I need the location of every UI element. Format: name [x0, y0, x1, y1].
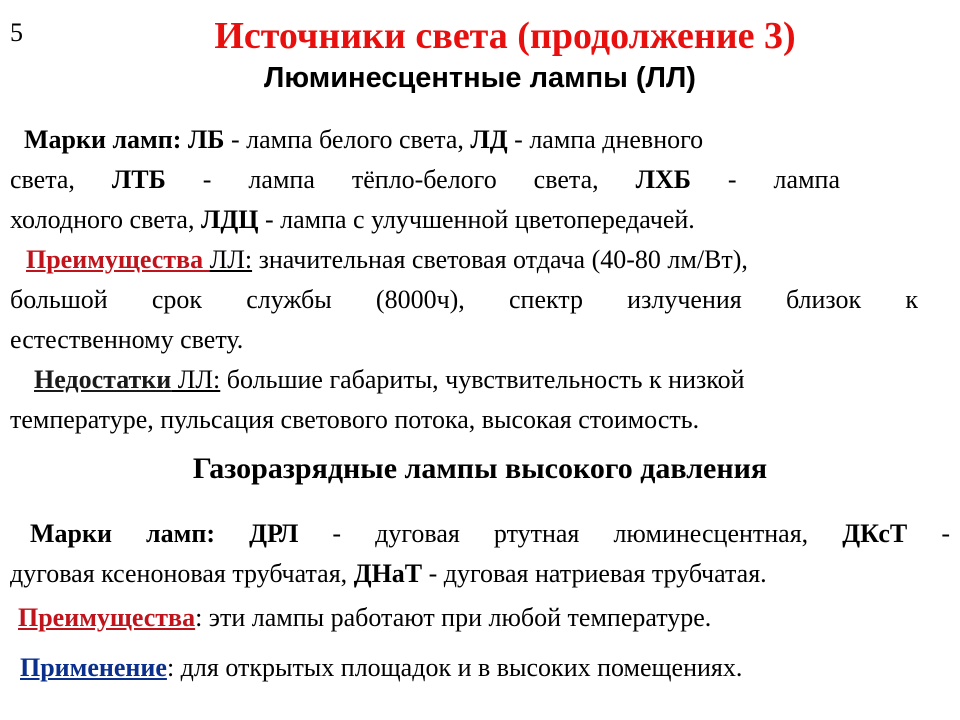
advantages-label: Преимущества [18, 603, 196, 632]
text-run: - лампа тёпло-белого света, [165, 165, 636, 194]
bold-term: ДКсТ [842, 519, 908, 548]
slide-title: Источники света (продолжение 3) [214, 15, 796, 57]
paragraph-line: температуре, пульсация светового потока, высокая стоимость. [10, 405, 700, 434]
bold-term: ЛДЦ [200, 205, 259, 234]
abbr-term: ЛЛ: [209, 245, 253, 274]
bold-term: Марки ламп: ДРЛ [30, 519, 299, 548]
text-run: холодного света, [10, 205, 201, 234]
paragraph-line [10, 514, 950, 554]
paragraph-line [10, 160, 840, 200]
disadvantages-fluorescent [10, 360, 910, 440]
paragraph-line [10, 360, 910, 400]
text-run: : эти лампы работают при любой температуре. [195, 603, 712, 632]
text-run: - лампа [690, 165, 840, 194]
text-run: - дуговая натриевая трубчатая. [422, 559, 767, 588]
section-heading: Газоразрядные лампы высокого давления [192, 452, 768, 485]
abbr-term: ЛЛ: [171, 365, 221, 394]
text-run: - дуговая ртутная люминесцентная, [298, 519, 843, 548]
text-run: значительная световая отдача (40-80 лм/Вт), [252, 245, 748, 274]
text-run: - лампа белого света, [224, 125, 471, 154]
bold-term: Марки ламп: ЛБ [24, 125, 225, 154]
paragraph-line [10, 648, 930, 688]
paragraph-line [10, 200, 840, 240]
paragraph-line: естественному свету. [10, 325, 244, 354]
application-high-pressure [10, 648, 930, 688]
text-run: - лампа с улучшенной цветопередачей. [258, 205, 695, 234]
bold-term: ДНаТ [353, 559, 423, 588]
paragraph-line [10, 554, 950, 594]
application-label: Применение [20, 653, 167, 682]
lamp-brands-fluorescent [10, 120, 840, 240]
text-run: : для открытых площадок и в высоких помещениях. [166, 653, 743, 682]
text-run: - лампа дневного [507, 125, 704, 154]
text-run: света, [10, 165, 112, 194]
paragraph-line [10, 598, 930, 638]
advantages-label: Преимущества [26, 245, 210, 274]
bold-term: ЛД [470, 125, 508, 154]
paragraph-line [10, 240, 918, 280]
text-run: дуговая ксеноновая трубчатая, [10, 559, 354, 588]
paragraph-line [10, 120, 840, 160]
advantages-fluorescent [10, 240, 918, 360]
slide-number: 5 [10, 18, 23, 47]
slide-subtitle: Люминесцентные лампы (ЛЛ) [264, 62, 696, 94]
paragraph-line: большой срок службы (8000ч), спектр излучения близок к [10, 285, 918, 314]
lamp-brands-high-pressure [10, 514, 950, 594]
disadvantages-label: Недостатки [34, 365, 172, 394]
text-run: большие габариты, чувствительность к низкой [220, 365, 745, 394]
bold-term: ЛХБ [635, 165, 691, 194]
bold-term: ЛТБ [111, 165, 166, 194]
text-run: - [907, 519, 950, 548]
advantages-high-pressure [10, 598, 930, 638]
